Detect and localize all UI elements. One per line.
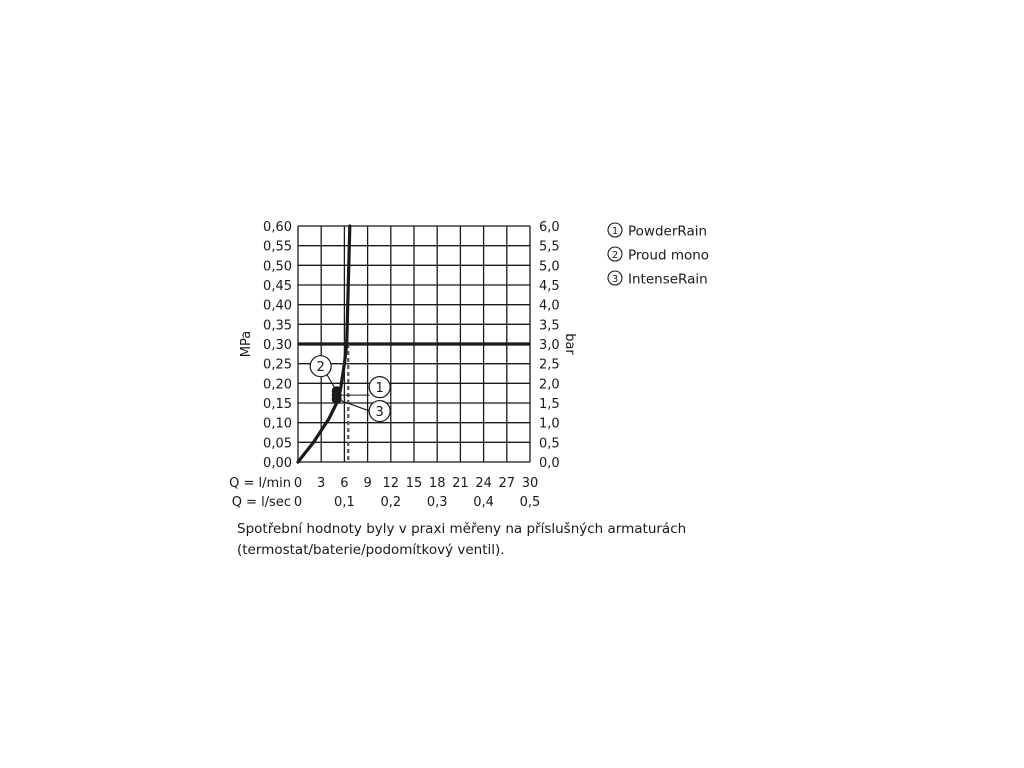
y-right-tick-label: 5,0 (539, 259, 560, 275)
measurement-note: Spotřební hodnoty byly v praxi měřeny na příslušných armaturách (termostat/baterie/podomítkový ventil). (237, 521, 687, 558)
y-left-tick-label: 0,20 (263, 377, 292, 393)
x-lmin-tick-label: 18 (428, 476, 446, 491)
y-left-tick-label: 0,30 (263, 338, 292, 353)
y-left-tick-label: 0,15 (263, 397, 292, 412)
legend-marker-number: 2 (611, 250, 619, 261)
x-lsec-tick-label: 0,2 (380, 495, 402, 510)
legend-marker-number: 3 (611, 274, 619, 285)
y-right-tick-label: 0,0 (539, 456, 560, 471)
y-right-tick-label: 1,0 (539, 416, 560, 432)
x-lmin-tick-label: 24 (475, 476, 492, 491)
y-right-tick-label: 5,5 (539, 239, 560, 255)
x-lmin-tick-label: 6 (340, 476, 349, 491)
callout-leader (337, 399, 370, 411)
x-lsec-tick-label: 0,3 (426, 495, 448, 510)
y-left-tick-label: 0,25 (263, 357, 292, 373)
y-right-tick-label: 4,5 (539, 279, 560, 294)
x-lsec-tick-label: 0,5 (519, 495, 541, 510)
x-lsec-tick-label: 0,4 (473, 495, 494, 510)
y-right-tick-label: 0,5 (539, 436, 560, 452)
x-lmin-tick-label: 12 (382, 476, 400, 491)
y-left-tick-label: 0,10 (263, 416, 292, 432)
y-left-tick-label: 0,00 (263, 456, 292, 471)
x-lsec-axis-label: Q = l/sec (231, 495, 291, 510)
x-lsec-tick-label: 0 (293, 495, 303, 510)
x-lmin-axis-label: Q = l/min (229, 476, 291, 491)
callout-number: 2 (316, 360, 325, 376)
y-left-tick-label: 0,35 (263, 318, 292, 334)
chart-legend (608, 223, 709, 288)
legend-label: IntenseRain (628, 271, 708, 288)
y-left-tick-label: 0,55 (263, 239, 292, 255)
x-lmin-tick-label: 0 (293, 476, 303, 491)
x-lsec-tick-label: 0,1 (334, 495, 355, 510)
legend-marker-number: 1 (611, 226, 619, 237)
y-right-tick-label: 3,0 (539, 338, 560, 353)
x-lmin-tick-label: 3 (317, 476, 326, 491)
y-right-axis-label: bar (562, 333, 577, 355)
callout-number: 3 (375, 405, 384, 421)
axis-labels (229, 220, 577, 510)
callout-number: 1 (375, 381, 384, 397)
x-lmin-tick-label: 30 (521, 476, 539, 491)
y-right-tick-label: 6,0 (539, 220, 560, 235)
x-lmin-tick-label: 9 (363, 476, 372, 491)
legend-label: PowderRain (628, 223, 708, 240)
y-right-tick-label: 3,5 (539, 318, 560, 334)
y-left-tick-label: 0,50 (263, 259, 292, 275)
y-right-tick-label: 2,5 (539, 357, 560, 373)
y-left-axis-label: MPa (239, 330, 254, 358)
y-left-tick-label: 0,40 (263, 298, 292, 314)
y-right-tick-label: 4,0 (539, 298, 560, 314)
y-right-tick-label: 1,5 (539, 397, 560, 412)
y-left-tick-label: 0,45 (263, 279, 292, 294)
x-lmin-tick-label: 21 (452, 476, 469, 491)
y-left-tick-label: 0,60 (263, 220, 292, 235)
y-right-tick-label: 2,0 (539, 377, 560, 393)
x-lmin-tick-label: 15 (405, 476, 423, 491)
x-lmin-tick-label: 27 (498, 476, 516, 491)
measurement-points (310, 356, 390, 422)
legend-label: Proud mono (628, 247, 710, 264)
y-left-tick-label: 0,05 (263, 436, 292, 452)
